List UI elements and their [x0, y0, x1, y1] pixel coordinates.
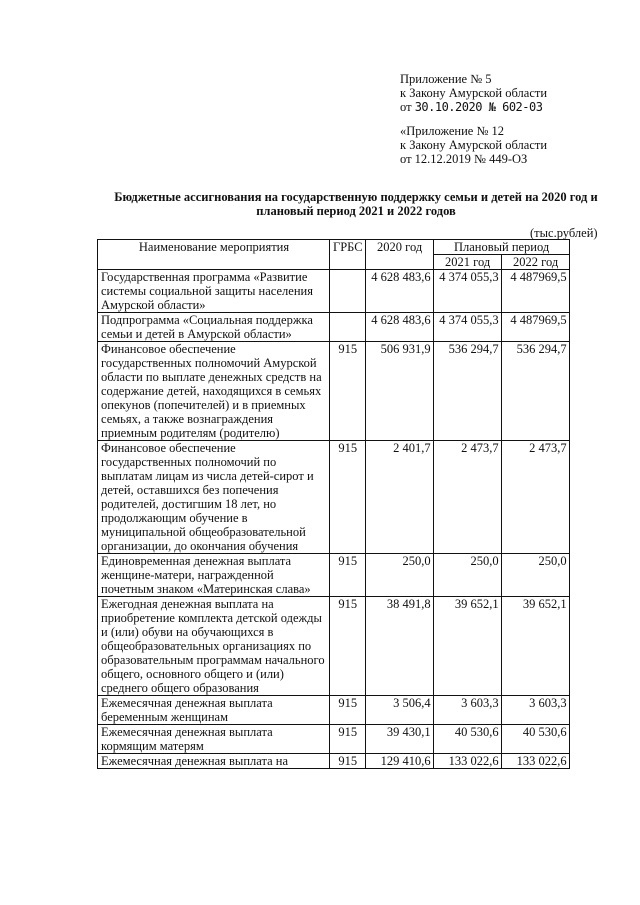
cell-2022: 39 652,1	[501, 597, 569, 696]
header-grbs: ГРБС	[330, 240, 366, 270]
cell-2020: 3 506,4	[365, 696, 433, 725]
header-planned-period: Плановый период	[433, 240, 569, 255]
cell-grbs: 915	[330, 441, 366, 554]
table-row	[98, 342, 570, 441]
table-row	[98, 754, 570, 769]
cell-2022: 133 022,6	[501, 754, 569, 769]
cell-2021: 3 603,3	[433, 696, 501, 725]
cell-2020: 506 931,9	[365, 342, 433, 441]
annex-block	[400, 72, 547, 114]
annex-line: «Приложение № 12	[400, 124, 505, 138]
table-row	[98, 441, 570, 554]
cell-name: Ежегодная денежная выплата на приобретение комплекта детской одежды и (или) обуви на обучающихся в общеобразовательных организациях по образовательным программам начального общего, основного общего и (или) среднего общего образования	[98, 597, 330, 696]
table-body	[98, 270, 570, 769]
budget-table	[97, 239, 570, 769]
cell-2022: 3 603,3	[501, 696, 569, 725]
document-title: Бюджетные ассигнования на государственную поддержку семьи и детей на 2020 год и плановый период 2021 и 2022 годов	[114, 190, 598, 218]
header-2020: 2020 год	[365, 240, 433, 270]
cell-2022: 40 530,6	[501, 725, 569, 754]
cell-2020: 4 628 483,6	[365, 270, 433, 313]
table-row	[98, 270, 570, 313]
cell-name: Единовременная денежная выплата женщине-матери, награжденной почетным знаком «Материнская слава»	[98, 554, 330, 597]
annex-line: к Закону Амурской области	[400, 138, 548, 152]
cell-2022: 536 294,7	[501, 342, 569, 441]
annex-line: к Закону Амурской области	[400, 86, 548, 100]
cell-2022: 2 473,7	[501, 441, 569, 554]
cell-2021: 40 530,6	[433, 725, 501, 754]
table-row	[98, 725, 570, 754]
cell-2021: 250,0	[433, 554, 501, 597]
handwritten-date-number: 30.10.2020 № 602-03	[414, 100, 543, 114]
cell-grbs: 915	[330, 554, 366, 597]
annex-date-prefix: от	[400, 100, 412, 114]
cell-grbs: 915	[330, 597, 366, 696]
cell-grbs	[330, 270, 366, 313]
cell-2021: 133 022,6	[433, 754, 501, 769]
units-label: (тыс.рублей)	[530, 226, 598, 240]
cell-name: Ежемесячная денежная выплата беременным женщинам	[98, 696, 330, 725]
annex-date-line	[400, 100, 547, 114]
cell-2020: 39 430,1	[365, 725, 433, 754]
cell-2021: 4 374 055,3	[433, 270, 501, 313]
cell-2022: 4 487969,5	[501, 270, 569, 313]
cell-name: Ежемесячная денежная выплата кормящим матерям	[98, 725, 330, 754]
table-row	[98, 313, 570, 342]
annex-line: Приложение № 5	[400, 72, 492, 86]
cell-2020: 250,0	[365, 554, 433, 597]
cell-grbs: 915	[330, 342, 366, 441]
table-row	[98, 554, 570, 597]
cell-name: Подпрограмма «Социальная поддержка семьи и детей в Амурской области»	[98, 313, 330, 342]
cell-grbs: 915	[330, 696, 366, 725]
cell-2020: 2 401,7	[365, 441, 433, 554]
cell-name: Ежемесячная денежная выплата на	[98, 754, 330, 769]
cell-name: Государственная программа «Развитие системы социальной защиты населения Амурской области»	[98, 270, 330, 313]
header-2022: 2022 год	[501, 255, 569, 270]
table-row	[98, 597, 570, 696]
cell-2022: 250,0	[501, 554, 569, 597]
header-name: Наименование мероприятия	[98, 240, 330, 270]
cell-grbs	[330, 313, 366, 342]
cell-2021: 39 652,1	[433, 597, 501, 696]
annex-line: от 12.12.2019 № 449-ОЗ	[400, 152, 528, 166]
header-2021: 2021 год	[433, 255, 501, 270]
cell-2022: 4 487969,5	[501, 313, 569, 342]
cell-2021: 536 294,7	[433, 342, 501, 441]
cell-name: Финансовое обеспечение государственных полномочий Амурской области по выплате денежных средств на содержание детей, находящихся в семьях опекунов (попечителей) и в приемных семьях, а также вознаграждения приемным родителям (родителю)	[98, 342, 330, 441]
cell-2020: 129 410,6	[365, 754, 433, 769]
cell-2020: 38 491,8	[365, 597, 433, 696]
cell-name: Финансовое обеспечение государственных полномочий по выплатам лицам из числа детей-сирот и детей, оставшихся без попечения родителей, достигшим 18 лет, но продолжающим обучение в муниципальной общеобразовательной организации, до окончания обучения	[98, 441, 330, 554]
table-row	[98, 696, 570, 725]
cell-2021: 2 473,7	[433, 441, 501, 554]
cell-2020: 4 628 483,6	[365, 313, 433, 342]
amended-annex-block	[400, 124, 547, 166]
cell-2021: 4 374 055,3	[433, 313, 501, 342]
cell-grbs: 915	[330, 754, 366, 769]
cell-grbs: 915	[330, 725, 366, 754]
